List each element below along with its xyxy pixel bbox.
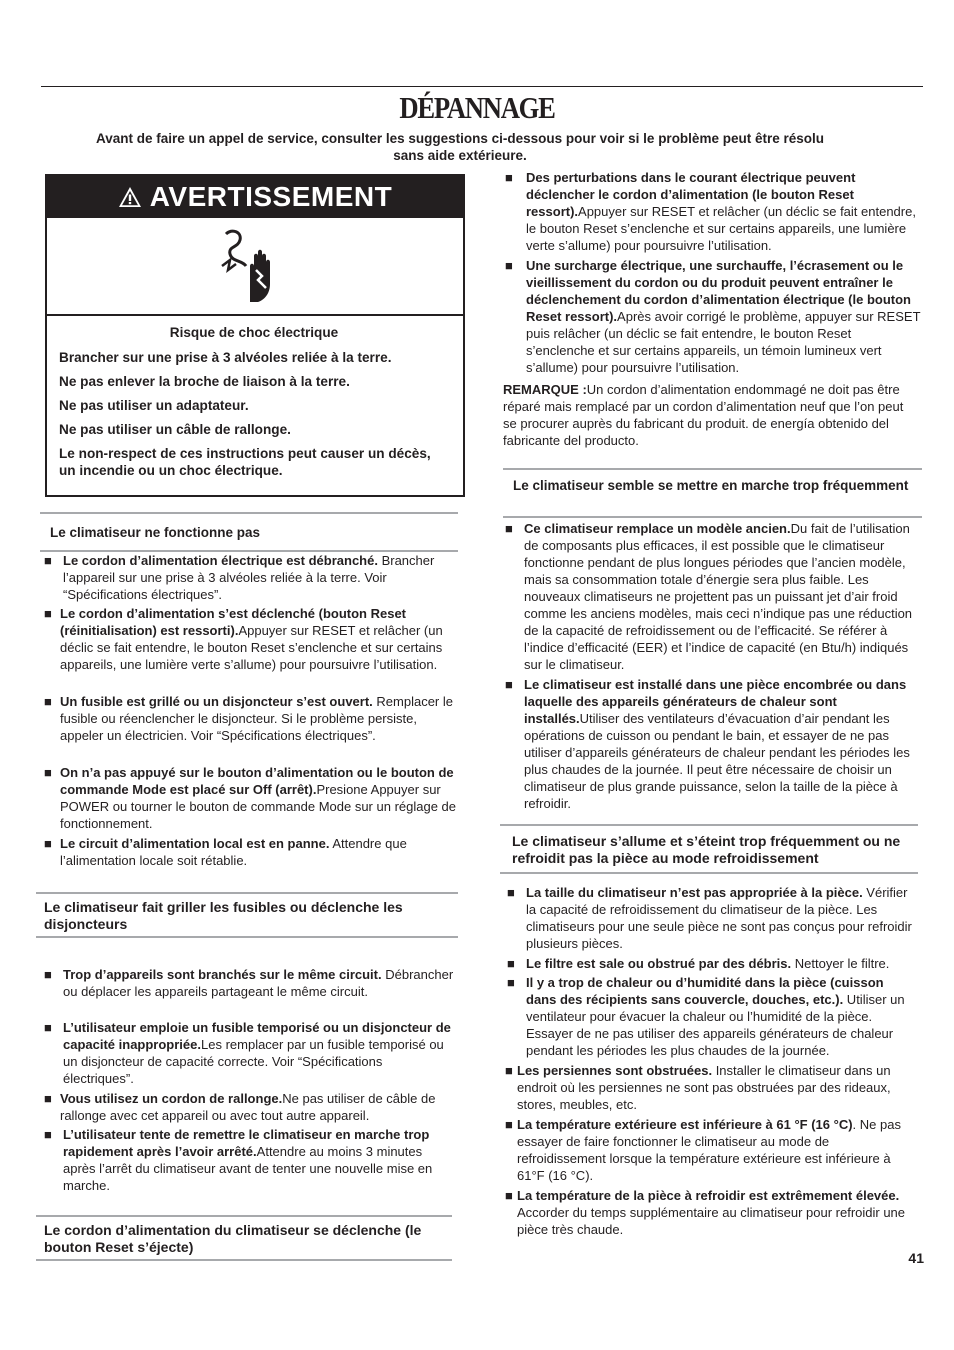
- section-heading-box: [503, 468, 922, 518]
- item-bold: Le cordon d’alimentation électrique est débranché.: [63, 553, 378, 568]
- item-text: Remplacer le fusible ou réenclencher le disjoncteur. Si le problème persiste, appeler un électricien. Voir “Spécifications électriques”.: [60, 694, 453, 743]
- page-title: DÉPANNAGE: [399, 90, 555, 125]
- item-bold: On n’a pas appuyé sur le bouton d’alimentation ou le bouton de commande Mode est placé sur Off (arrêt).: [60, 765, 454, 797]
- warning-header-label: AVERTISSEMENT: [149, 181, 393, 212]
- intro-text: Avant de faire un appel de service, consulter les suggestions ci-dessous pour voir si le problème peut être résolu sans aide extérieure.: [96, 131, 824, 163]
- item-bold: L’utilisateur tente de remettre le climatiseur en marche trop rapidement après l’avoir arrêté.: [63, 1127, 430, 1159]
- item-text: Appuyer sur RESET et relâcher (un déclic se fait entendre, le bouton Reset s’enclenche et sur certains appareils, une lumière verte s’allume) pour poursuivre l’utilisation.: [60, 623, 443, 672]
- page-number: 41: [908, 1250, 924, 1266]
- list-item: [505, 676, 917, 812]
- item-text: Attendre que l’alimentation locale soit rétablie.: [60, 836, 407, 868]
- item-text: Appuyer sur RESET et relâcher (un déclic se fait entendre, le bouton Reset s’enclenche et sur certains appareils, une lumière verte s’allume) pour poursuivre l’utilisation.: [526, 204, 916, 253]
- item-bold: La température de la pièce à refroidir est extrêmement élevée.: [517, 1188, 900, 1203]
- item-text: Brancher l’appareil sur une prise à 3 alvéoles reliée à la terre. Voir “Spécifications électriques”.: [63, 553, 435, 602]
- list-item: [44, 1019, 456, 1087]
- bullet-icon: ■: [44, 1127, 52, 1142]
- list-item: [507, 955, 917, 972]
- bullet-icon: ■: [44, 1020, 52, 1035]
- item-text: Après avoir corrigé le problème, appuyer sur RESET puis relâcher (un déclic se fait entendre, le bouton Reset s’enclenche et sur certains appareils, un témoin lumineux vert s’allume) pour poursuivre l’utilisation.: [526, 309, 921, 375]
- item-text: Utiliser un ventilateur pour évacuer la chaleur ou l’humidité de la pièce. Essayer de ne pas utiliser des appareils générateurs de chaleur pendant les périodes les plus chaudes de la journée.: [526, 992, 905, 1058]
- list-item: [44, 835, 454, 869]
- bullet-icon: ■: [44, 553, 52, 568]
- warning-triangle-icon: [118, 186, 142, 208]
- section-heading: Le climatiseur fait griller les fusibles ou déclenche les disjoncteurs: [44, 899, 403, 932]
- bullet-icon: ■: [505, 170, 513, 185]
- item-text: Débrancher ou déplacer les appareils partageant le même circuit.: [63, 967, 454, 999]
- item-bold: Une surcharge électrique, une surchauffe, l’écrasement ou le vieillissement du cordon ou du produit peuvent entraîner le déclenchement du cordon d’alimentation électrique (le bouton Reset ressort).: [526, 258, 911, 324]
- list-item: [44, 552, 454, 603]
- list-item: [505, 257, 923, 376]
- bullet-icon: ■: [507, 975, 515, 990]
- list-item: [505, 1116, 917, 1184]
- bullet-icon: ■: [44, 694, 52, 709]
- top-rule: [41, 86, 923, 87]
- bullet-icon: ■: [507, 956, 515, 971]
- item-text: Accorder du temps supplémentaire au climatiseur pour refroidir une pièce très chaude.: [517, 1205, 906, 1237]
- list-item: [44, 693, 454, 744]
- list-item: [44, 1126, 456, 1194]
- item-text: Presione Appuyer sur POWER ou tourner le bouton de commande Mode sur un réglage de fonctionnement.: [60, 782, 457, 831]
- warning-line: Ne pas utiliser un adaptateur.: [59, 398, 249, 413]
- bullet-icon: ■: [505, 1117, 513, 1132]
- item-text: Ne pas utiliser de câble de rallonge avec cet appareil ou avec tout autre appareil.: [60, 1091, 436, 1123]
- bullet-icon: ■: [44, 606, 52, 621]
- item-bold: Il y a trop de chaleur ou d’humidité dans la pièce (cuisson dans des récipients sans couvercle, douches, etc.).: [526, 975, 884, 1007]
- item-bold: La température extérieure est inférieure à 61 °F (16 °C): [517, 1117, 853, 1132]
- item-text: Utiliser des ventilateurs d’évacuation d’air pendant les opérations de cuisson ou pendant le bain, et essayer de ne pas utiliser d’appareils générateurs de chaleur pendant les périodes les plus chaudes de la journée. Il peut être nécessaire de choisir un climatiseur de plus grande puissance, selon la taille de la pièce à refroidir.: [524, 711, 910, 811]
- section-heading-box: [40, 512, 458, 552]
- item-bold: Le filtre est sale ou obstrué par des débris.: [526, 956, 792, 971]
- item-bold: Un fusible est grillé ou un disjoncteur s’est ouvert.: [60, 694, 373, 709]
- item-text: Du fait de l’utilisation de composants plus efficaces, il est possible que le climatiseur fonctionne pendant de plus longues périodes que l’ancien modèle, mais sa consommation totale d’énergie sera plus faible. Les nouveaux climatiseurs ne projettent pas un puissant jet d’air froid comme les anciens modèles, mais ceci n’indique pas une réduction de la capacité de refroidissement ou de l’efficacité. Se référer à l’indice d’efficacité (EER) et l’indice de capacité (en Btu/h) indiqués sur le climatiseur.: [524, 521, 913, 672]
- item-text: Installer le climatiseur dans un endroit où les persiennes ne sont pas obstruées par des rideaux, stores, meubles, etc.: [517, 1063, 891, 1112]
- item-bold: Le circuit d’alimentation local est en panne.: [60, 836, 330, 851]
- item-text: Les remplacer par un fusible temporisé ou un disjoncteur de capacité correcte. Voir “Spécifications électriques”.: [63, 1037, 444, 1086]
- section-heading: Le climatiseur semble se mettre en marche trop fréquemment: [513, 478, 909, 493]
- item-text: . Ne pas essayer de faire fonctionner le climatiseur au mode de refroidissement lorsque la température extérieure est inférieure à 61°F (16 °C).: [517, 1117, 901, 1183]
- bullet-icon: ■: [505, 521, 513, 536]
- bullet-icon: ■: [505, 1188, 513, 1203]
- list-item: [44, 1090, 458, 1124]
- section-heading: Le climatiseur s’allume et s’éteint trop fréquemment ou ne refroidit pas la pièce au mode refroidissement: [512, 833, 901, 866]
- item-bold: La taille du climatiseur n’est pas appropriée à la pièce.: [526, 885, 863, 900]
- bullet-icon: ■: [44, 1091, 52, 1106]
- electric-shock-hand-icon: [220, 226, 290, 306]
- list-item: [44, 605, 454, 673]
- bullet-icon: ■: [44, 765, 52, 780]
- bullet-icon: ■: [505, 1063, 513, 1078]
- item-text: Attendre au moins 3 minutes après l’arrêt du climatiseur avant de tenter une nouvelle mise en marche.: [63, 1144, 433, 1193]
- warning-line: Ne pas enlever la broche de liaison à la terre.: [59, 374, 350, 389]
- item-bold: Ce climatiseur remplace un modèle ancien.: [524, 521, 791, 536]
- item-bold: Vous utilisez un cordon de rallonge.: [60, 1091, 283, 1106]
- list-item: [507, 884, 917, 952]
- list-item: [505, 1062, 917, 1113]
- section-heading: Le climatiseur ne fonctionne pas: [50, 525, 261, 540]
- warning-risk: Risque de choc électrique: [169, 325, 339, 340]
- item-bold: Le climatiseur est installé dans une pièce encombrée ou dans laquelle des appareils générateurs de chaleur sont installés.: [524, 677, 907, 726]
- bullet-icon: ■: [507, 885, 515, 900]
- bullet-icon: ■: [505, 258, 513, 273]
- warning-line: Brancher sur une prise à 3 alvéoles reliée à la terre.: [59, 350, 392, 365]
- item-bold: Trop d’appareils sont branchés sur le même circuit.: [63, 967, 382, 982]
- list-item: [505, 520, 917, 673]
- item-text: Vérifier la capacité de refroidissement du climatiseur de la pièce. Les climatiseurs pour une seule pièce ne sont pas conçus pour refroidir plusieurs pièces.: [526, 885, 912, 951]
- list-item: [44, 966, 456, 1000]
- warning-box: [45, 174, 465, 497]
- warning-header: [47, 176, 463, 218]
- bullet-icon: ■: [44, 967, 52, 982]
- item-bold: L’utilisateur emploie un fusible temporisé ou un disjoncteur de capacité inappropriée.: [63, 1020, 451, 1052]
- list-item: [505, 1187, 917, 1238]
- item-bold: Des perturbations dans le courant électrique peuvent déclencher le cordon d’alimentation (le bouton Reset ressort).: [526, 170, 856, 219]
- note: [503, 381, 915, 449]
- list-item: [44, 764, 462, 832]
- warning-body: [59, 324, 449, 486]
- item-bold: Les persiennes sont obstruées.: [517, 1063, 713, 1078]
- item-bold: Le cordon d’alimentation s’est déclenché (bouton Reset (réinitialisation) est ressorti).: [60, 606, 406, 638]
- bullet-icon: ■: [44, 836, 52, 851]
- list-item: [507, 974, 917, 1059]
- list-item: [505, 169, 917, 254]
- section-heading: Le cordon d’alimentation du climatiseur se déclenche (le bouton Reset s’éjecte): [44, 1222, 422, 1255]
- section-heading-box: [36, 892, 458, 938]
- warning-line: Ne pas utiliser un câble de rallonge.: [59, 422, 291, 437]
- warning-icon-row: [47, 218, 463, 316]
- section-heading-box: [500, 824, 918, 874]
- warning-line: Le non-respect de ces instructions peut causer un décès, un incendie ou un choc électrique.: [59, 446, 431, 478]
- note-text: Un cordon d’alimentation endommagé ne doit pas être réparé mais remplacé par un cordon d’alimentation neuf que l’on peut se procurer auprès du fabricant du produit. de energía obtenido del fabricante del producto.: [503, 382, 904, 448]
- bullet-icon: ■: [505, 677, 513, 692]
- section-heading-box: [36, 1215, 452, 1261]
- note-label: REMARQUE :: [503, 382, 587, 397]
- item-text: Nettoyer le filtre.: [791, 956, 890, 971]
